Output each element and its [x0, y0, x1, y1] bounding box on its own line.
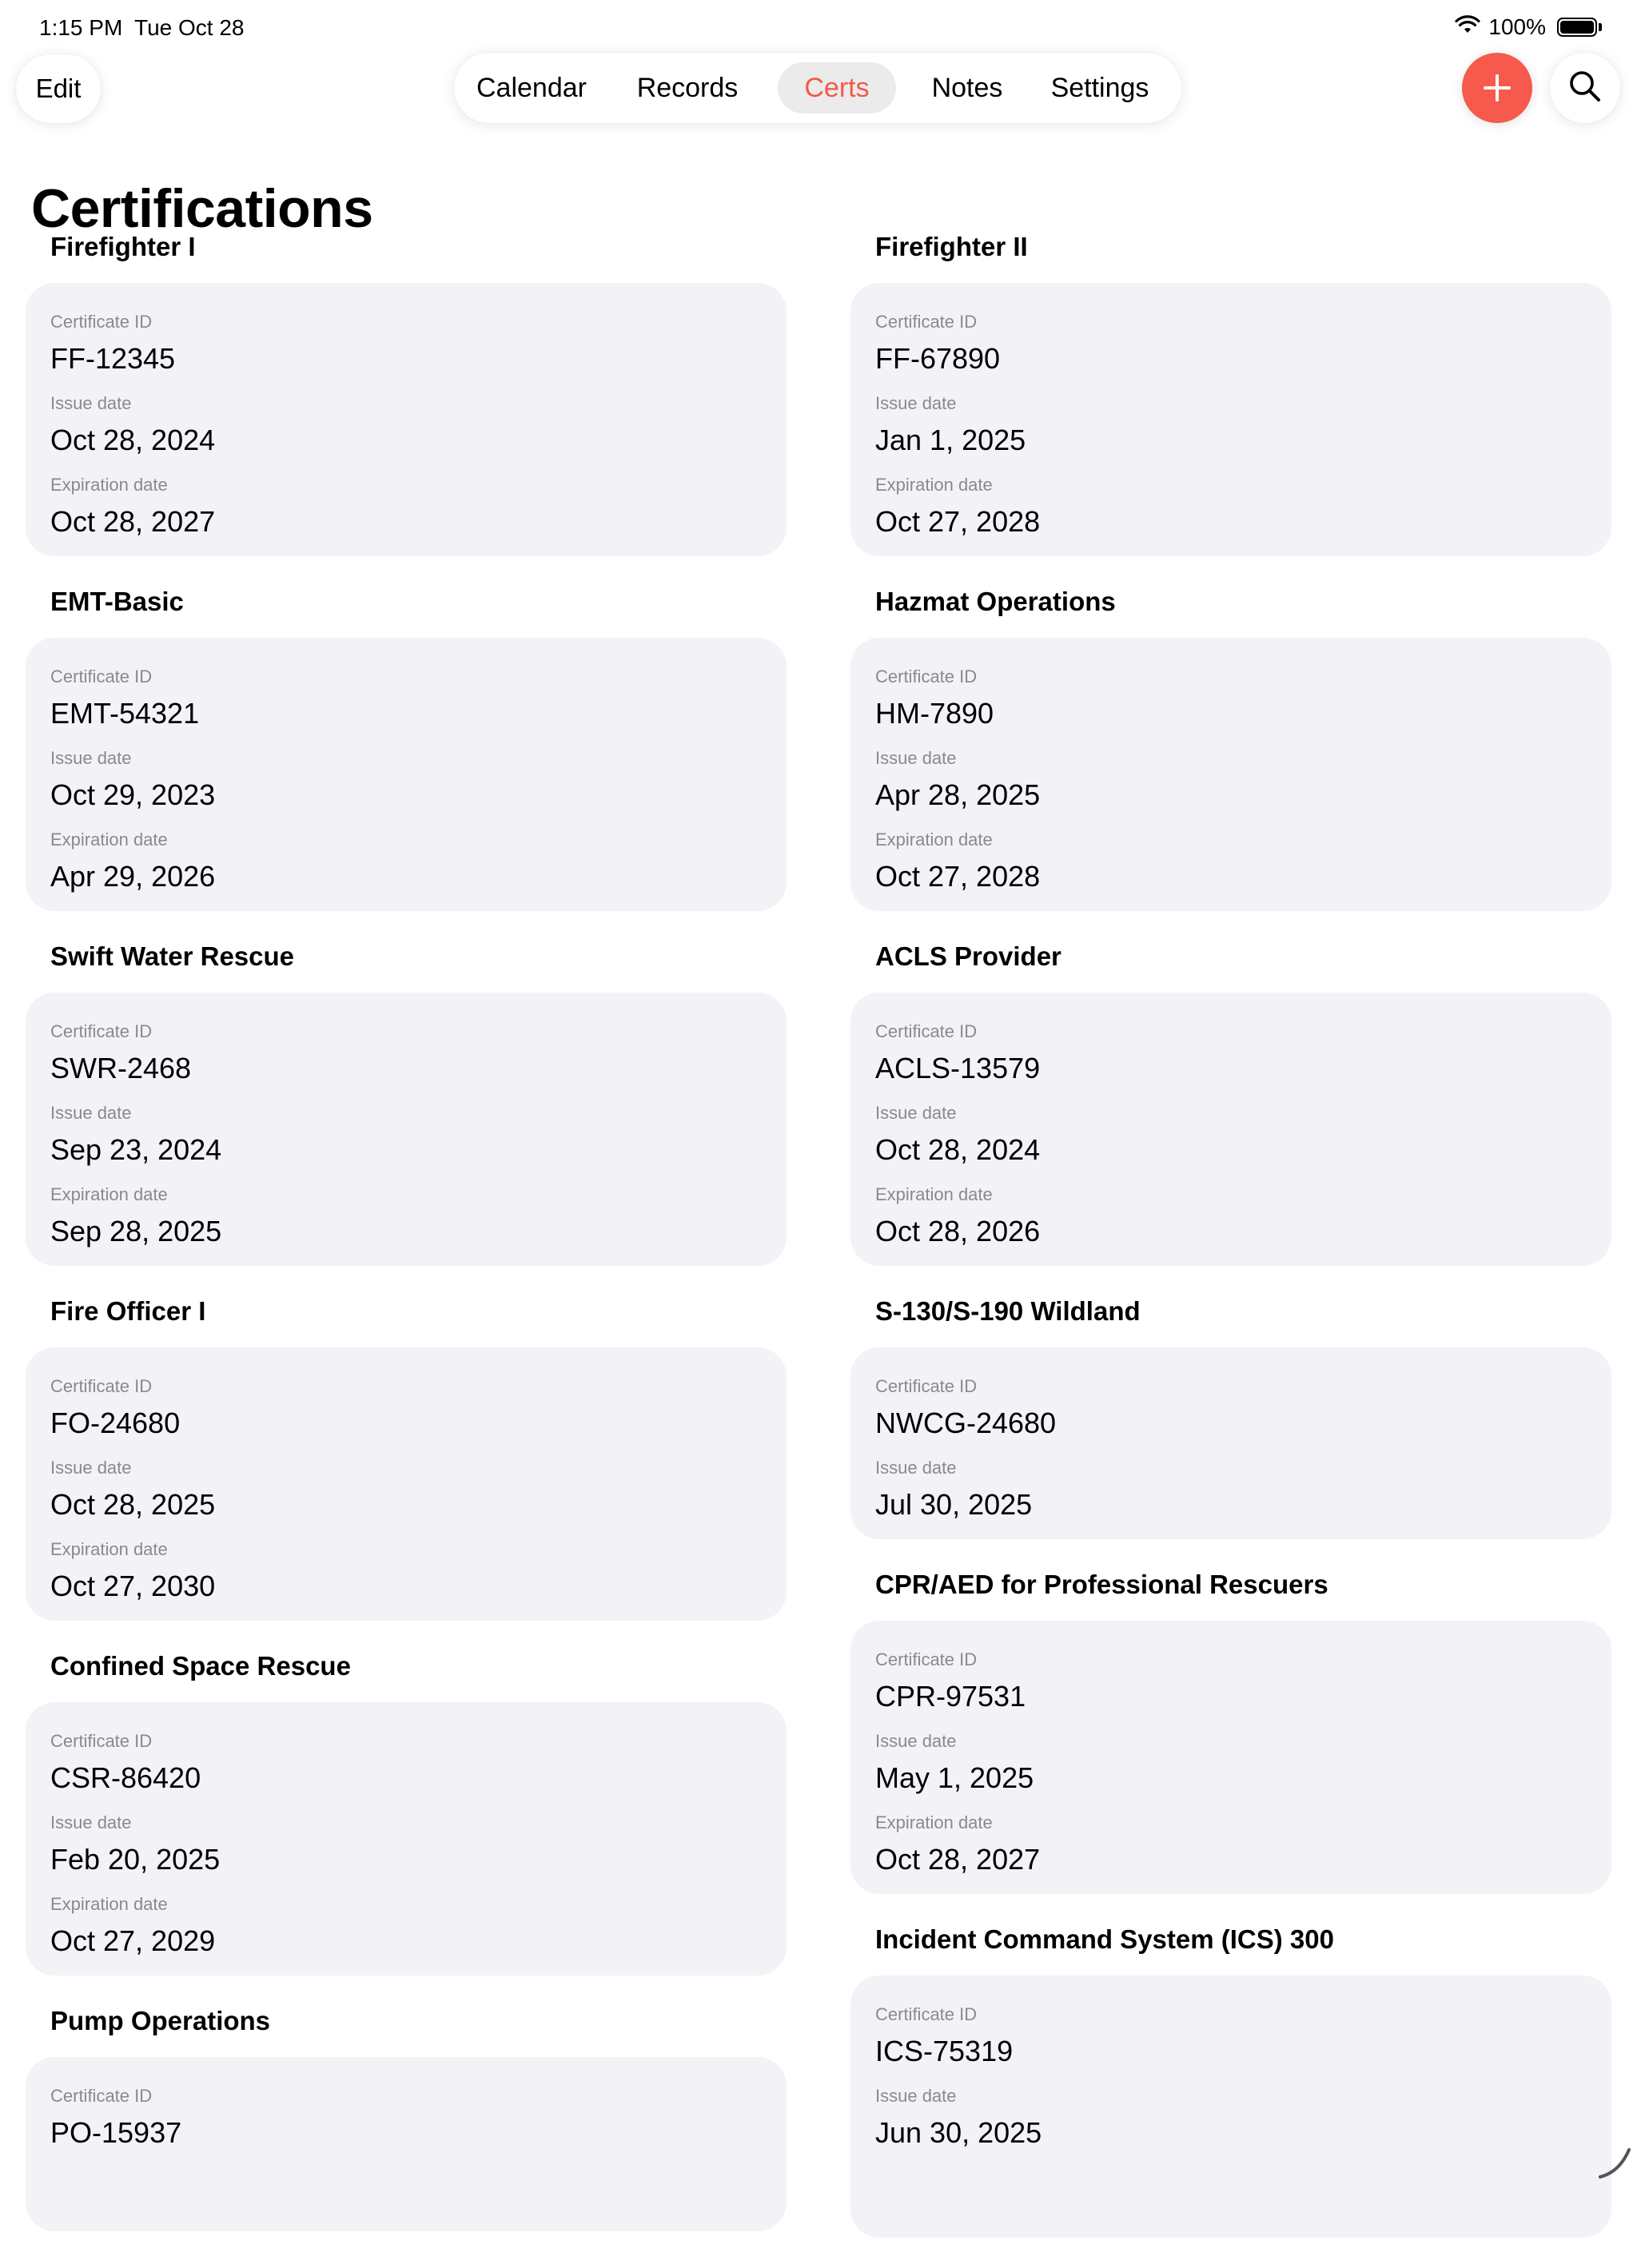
field-value: ACLS-13579 — [875, 1052, 1041, 1084]
field-value: Oct 28, 2025 — [50, 1488, 216, 1521]
field-label: Issue date — [50, 1812, 132, 1832]
cert-section — [850, 941, 1611, 1266]
field-value: Oct 27, 2030 — [50, 1570, 216, 1602]
field-value: NWCG-24680 — [875, 1407, 1057, 1439]
field-value: FO-24680 — [50, 1407, 181, 1439]
field-label: Expiration date — [50, 1894, 168, 1914]
field-label: Issue date — [875, 393, 957, 413]
cert-name: Confined Space Rescue — [50, 1651, 351, 1681]
cert-section — [850, 1296, 1611, 1539]
tab-calendar[interactable]: Calendar — [476, 72, 587, 103]
cert-name: Firefighter II — [875, 232, 1028, 261]
cert-name: CPR/AED for Professional Rescuers — [875, 1570, 1328, 1599]
cert-card[interactable] — [850, 638, 1611, 911]
search-button[interactable] — [1550, 53, 1620, 123]
field-value: Oct 27, 2028 — [875, 505, 1041, 538]
field-label: Expiration date — [50, 830, 168, 850]
field-label: Expiration date — [875, 830, 993, 850]
field-label: Certificate ID — [875, 2004, 978, 2024]
field-value: Apr 29, 2026 — [50, 860, 216, 893]
field-label: Certificate ID — [875, 1376, 978, 1396]
cert-name: Pump Operations — [50, 2006, 271, 2035]
battery-icon — [1557, 18, 1597, 37]
field-value: FF-12345 — [50, 342, 176, 375]
cert-card[interactable] — [26, 2057, 787, 2231]
tab-records[interactable]: Records — [636, 72, 739, 103]
tab-notes[interactable]: Notes — [931, 72, 1003, 103]
cert-name: Incident Command System (ICS) 300 — [875, 1924, 1334, 1954]
cert-card[interactable] — [26, 1347, 787, 1621]
status-indicators — [1455, 13, 1602, 42]
field-value: HM-7890 — [875, 697, 994, 730]
field-label: Certificate ID — [875, 1021, 978, 1041]
field-value: Oct 28, 2027 — [50, 505, 216, 538]
status-date: Tue Oct 28 — [134, 15, 245, 40]
field-value: Jan 1, 2025 — [875, 424, 1026, 456]
battery-percentage: 100% — [1488, 14, 1546, 39]
field-label: Issue date — [50, 393, 132, 413]
certs-column-left — [26, 232, 787, 2262]
cert-name: Fire Officer I — [50, 1296, 206, 1326]
field-label: Certificate ID — [50, 1731, 153, 1751]
cert-section — [850, 1924, 1611, 2238]
page-title: Certifications — [31, 177, 373, 239]
field-label: Expiration date — [875, 1184, 993, 1204]
field-value: FF-67890 — [875, 342, 1001, 375]
tab-certs[interactable]: Certs — [778, 62, 896, 113]
field-value: CPR-97531 — [875, 1680, 1026, 1713]
cert-section — [26, 1651, 787, 1976]
cert-section — [26, 941, 787, 1266]
field-label: Issue date — [875, 1458, 957, 1478]
field-value: Jul 30, 2025 — [875, 1488, 1033, 1521]
cert-section — [850, 587, 1611, 911]
cert-card[interactable] — [26, 283, 787, 556]
field-value: SWR-2468 — [50, 1052, 192, 1084]
field-label: Certificate ID — [875, 1649, 978, 1669]
cert-name: Firefighter I — [50, 232, 196, 261]
cert-name: EMT-Basic — [50, 587, 184, 616]
cert-card[interactable] — [850, 1976, 1611, 2238]
field-label: Certificate ID — [50, 312, 153, 332]
search-icon — [1567, 69, 1603, 108]
field-label: Issue date — [50, 1103, 132, 1123]
cert-name: Swift Water Rescue — [50, 941, 295, 971]
field-value: Sep 23, 2024 — [50, 1133, 222, 1166]
cert-section — [26, 2006, 787, 2231]
field-label: Expiration date — [50, 1539, 168, 1559]
field-value: Oct 27, 2028 — [875, 860, 1041, 893]
field-value: Oct 28, 2026 — [875, 1215, 1041, 1247]
field-label: Certificate ID — [50, 1021, 153, 1041]
field-value: Oct 28, 2027 — [875, 1843, 1041, 1876]
cert-card[interactable] — [850, 1621, 1611, 1894]
cert-card[interactable] — [26, 993, 787, 1266]
field-label: Issue date — [875, 748, 957, 768]
cert-card[interactable] — [26, 1702, 787, 1976]
edit-button[interactable]: Edit — [16, 54, 101, 123]
cert-name: ACLS Provider — [875, 941, 1061, 971]
field-value: EMT-54321 — [50, 697, 200, 730]
field-label: Expiration date — [875, 475, 993, 495]
field-label: Certificate ID — [875, 312, 978, 332]
cert-card[interactable] — [850, 1347, 1611, 1539]
cert-section — [26, 587, 787, 911]
tab-settings[interactable]: Settings — [1050, 72, 1149, 103]
cert-card[interactable] — [26, 638, 787, 911]
cert-section — [26, 1296, 787, 1621]
cert-card[interactable] — [850, 993, 1611, 1266]
field-value: Jun 30, 2025 — [875, 2116, 1042, 2149]
field-value: Feb 20, 2025 — [50, 1843, 221, 1876]
field-label: Expiration date — [875, 1812, 993, 1832]
field-label: Issue date — [50, 1458, 132, 1478]
field-label: Certificate ID — [875, 666, 978, 686]
field-label: Issue date — [875, 2086, 957, 2106]
field-value: Oct 28, 2024 — [875, 1133, 1041, 1166]
field-value: Apr 28, 2025 — [875, 778, 1041, 811]
certs-column-right — [850, 232, 1611, 2268]
cert-section — [850, 1570, 1611, 1894]
field-label: Expiration date — [50, 1184, 168, 1204]
cert-section — [850, 232, 1611, 556]
status-time: 1:15 PM — [39, 15, 123, 40]
battery-cap — [1599, 23, 1602, 31]
field-value: PO-15937 — [50, 2116, 182, 2149]
field-label: Certificate ID — [50, 1376, 153, 1396]
cert-section — [26, 232, 787, 556]
field-label: Issue date — [875, 1103, 957, 1123]
field-label: Expiration date — [50, 475, 168, 495]
field-value: May 1, 2025 — [875, 1761, 1034, 1794]
cert-name: S-130/S-190 Wildland — [875, 1296, 1141, 1326]
tab-bar — [454, 53, 1181, 123]
field-value: Oct 27, 2029 — [50, 1924, 216, 1957]
field-label: Certificate ID — [50, 2086, 153, 2106]
wifi-icon — [1455, 14, 1480, 40]
field-value: CSR-86420 — [50, 1761, 201, 1794]
cert-name: Hazmat Operations — [875, 587, 1116, 616]
field-value: Oct 28, 2024 — [50, 424, 216, 456]
status-bar — [0, 0, 1637, 56]
field-label: Issue date — [50, 748, 132, 768]
cert-card[interactable] — [850, 283, 1611, 556]
field-value: Oct 29, 2023 — [50, 778, 216, 811]
field-value: Sep 28, 2025 — [50, 1215, 222, 1247]
field-label: Certificate ID — [50, 666, 153, 686]
scroll-indicator-icon — [1595, 2143, 1632, 2180]
field-label: Issue date — [875, 1731, 957, 1751]
field-value: ICS-75319 — [875, 2035, 1014, 2067]
add-button[interactable] — [1462, 53, 1532, 123]
